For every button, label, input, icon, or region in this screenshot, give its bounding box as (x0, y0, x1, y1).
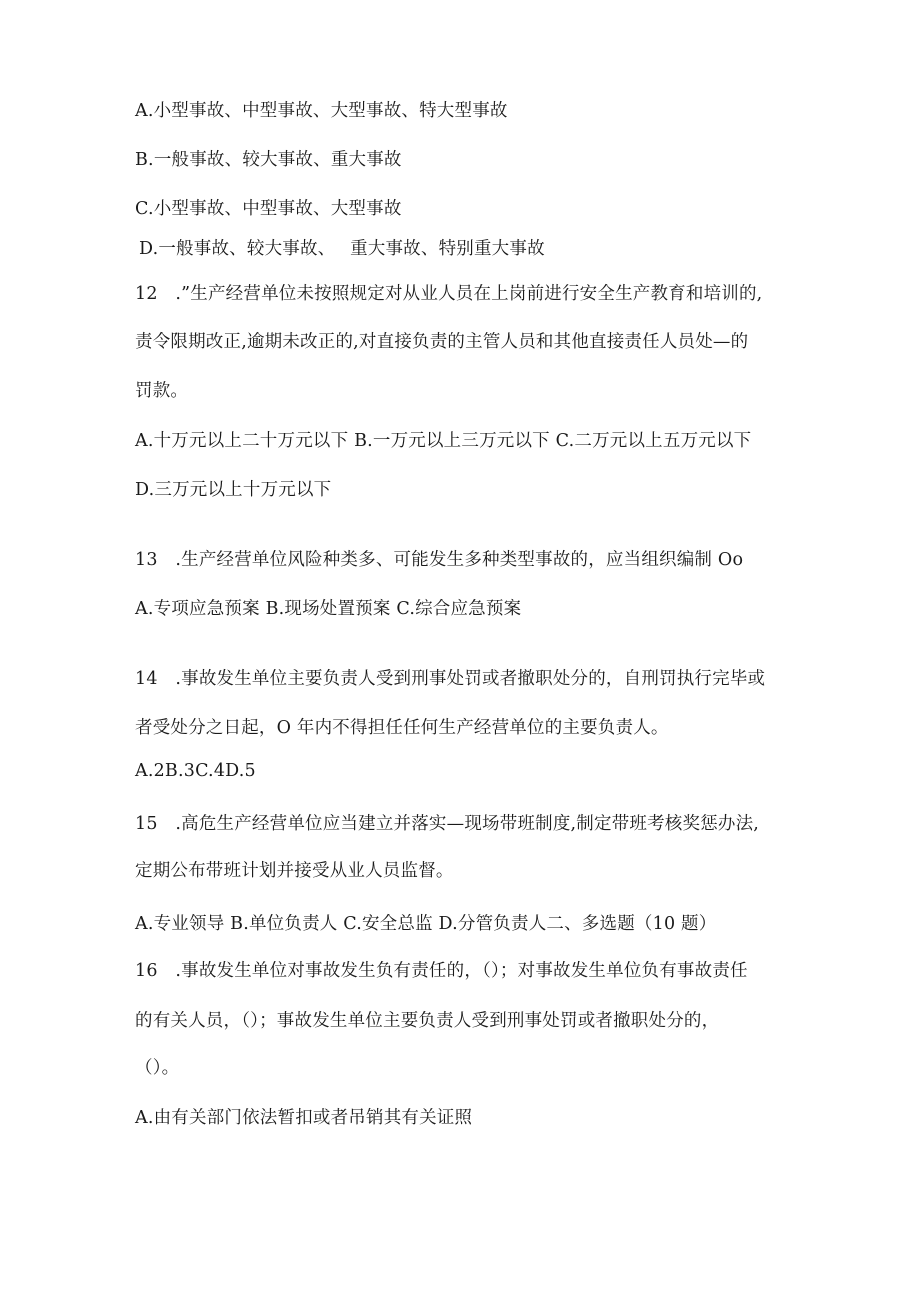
q14-text-line1: 14 .事故发生单位主要负责人受到刑事处罚或者撤职处分的，自刑罚执行完毕或 (135, 669, 766, 689)
q12-text-line3: 罚款。 (135, 381, 189, 401)
q14-text-line2: 者受处分之日起，O 年内不得担任任何生产经营单位的主要负责人。 (135, 718, 669, 738)
q15-text-line1: 15 .高危生产经营单位应当建立并落实—现场带班制度,制定带班考核奖惩办法, (135, 814, 760, 834)
q12-text-line2: 责令限期改正,逾期未改正的,对直接负责的主管人员和其他直接责任人员处—的 (135, 332, 749, 352)
q13-text: 13 .生产经营单位风险种类多、可能发生多种类型事故的，应当组织编制 Oo (135, 550, 744, 570)
q16-text-line2: 的有关人员，（）；事故发生单位主要负责人受到刑事处罚或者撤职处分的， (135, 1011, 720, 1031)
q15-text-line2: 定期公布带班计划并接受从业人员监督。 (135, 861, 454, 881)
q12-options-line1: A.十万元以上二十万元以下 B.一万元以上三万元以下 C.二万元以上五万元以下 (135, 431, 752, 451)
q11-option-d: D.一般事故、较大事故、 重大事故、特别重大事故 (139, 239, 545, 259)
q16-text-line3: （）。 (135, 1058, 180, 1078)
q11-option-b: B.一般事故、较大事故、重大事故 (135, 150, 402, 170)
q14-options: A.2B.3C.4D.5 (135, 761, 256, 781)
q13-options: A.专项应急预案 B.现场处置预案 C.综合应急预案 (135, 599, 522, 619)
q12-options-line2: D.三万元以上十万元以下 (135, 480, 332, 500)
q15-options-and-section-heading: A.专业领导 B.单位负责人 C.安全总监 D.分管负责人二、多选题（10 题） (135, 914, 717, 934)
q16-option-a: A.由有关部门依法暂扣或者吊销其有关证照 (135, 1108, 473, 1128)
q11-option-a: A.小型事故、中型事故、大型事故、特大型事故 (135, 101, 508, 121)
q11-option-c: C.小型事故、中型事故、大型事故 (135, 199, 402, 219)
q12-text-line1: 12 .”生产经营单位未按照规定对从业人员在上岗前进行安全生产教育和培训的, (135, 284, 763, 304)
q16-text-line1: 16 .事故发生单位对事故发生负有责任的，（）；对事故发生单位负有事故责任 (135, 961, 748, 981)
